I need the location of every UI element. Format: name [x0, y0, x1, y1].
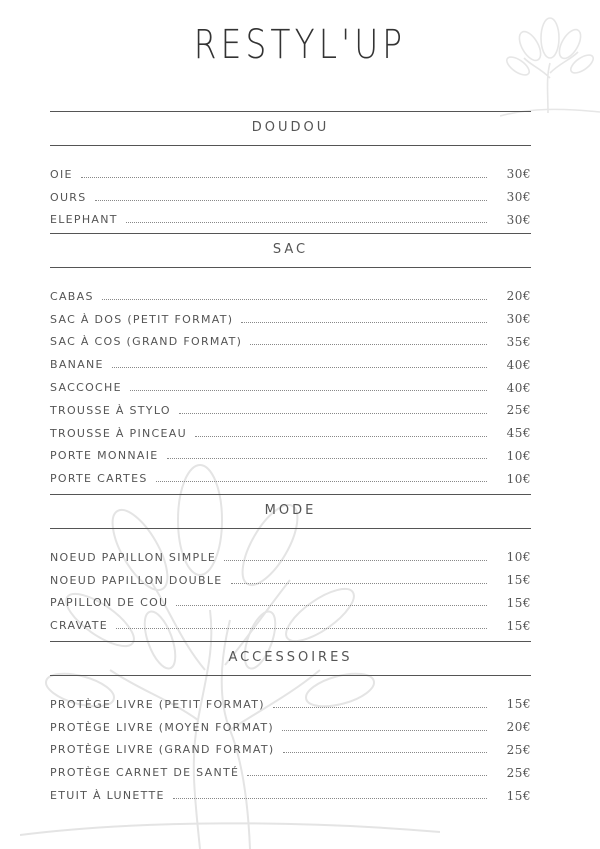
section-sac — [50, 233, 531, 490]
dotted-leader — [241, 322, 487, 323]
item-name: CRAVATE — [50, 619, 108, 633]
item-name: TROUSSE À STYLO — [50, 403, 171, 417]
item-name: PORTE CARTES — [50, 472, 148, 486]
section-mode — [50, 494, 531, 637]
item-name: PROTÈGE CARNET DE SANTÉ — [50, 766, 240, 780]
list-item — [50, 592, 531, 615]
dotted-leader — [126, 222, 487, 223]
item-name: SACCOCHE — [50, 381, 122, 395]
list-item — [50, 716, 531, 739]
item-name: NOEUD PAPILLON SIMPLE — [50, 550, 217, 564]
list-item — [50, 467, 531, 490]
dotted-leader — [247, 775, 487, 776]
item-name: NOEUD PAPILLON DOUBLE — [50, 573, 223, 587]
list-item — [50, 163, 531, 186]
list-item — [50, 376, 531, 399]
dotted-leader — [130, 390, 487, 391]
list-item — [50, 186, 531, 209]
item-price: 10€ — [506, 448, 531, 463]
list-item — [50, 546, 531, 569]
dotted-leader — [273, 707, 487, 708]
item-name: PROTÈGE LIVRE (MOYEN FORMAT) — [50, 720, 274, 734]
dotted-leader — [282, 730, 487, 731]
item-price: 25€ — [506, 742, 531, 757]
dotted-leader — [231, 583, 487, 584]
list-item — [50, 739, 531, 762]
item-price: 20€ — [506, 289, 531, 304]
item-price: 15€ — [506, 595, 531, 610]
list-item — [50, 693, 531, 716]
list-item — [50, 285, 531, 308]
item-price: 10€ — [506, 550, 531, 565]
list-item — [50, 353, 531, 376]
dotted-leader — [179, 413, 487, 414]
list-item — [50, 784, 531, 807]
item-price: 15€ — [506, 573, 531, 588]
item-price: 15€ — [506, 618, 531, 633]
dotted-leader — [173, 798, 487, 799]
item-name: PROTÈGE LIVRE (PETIT FORMAT) — [50, 697, 265, 711]
item-price: 10€ — [506, 471, 531, 486]
item-price: 15€ — [506, 697, 531, 712]
item-name: CABAS — [50, 289, 94, 303]
item-price: 25€ — [506, 403, 531, 418]
item-name: SAC À COS (GRAND FORMAT) — [50, 335, 243, 349]
section-heading: MODE — [50, 494, 531, 529]
section-heading: ACCESSOIRES — [50, 641, 531, 676]
item-name: PROTÈGE LIVRE (GRAND FORMAT) — [50, 743, 275, 757]
list-item — [50, 761, 531, 784]
item-price: 30€ — [506, 212, 531, 227]
item-price: 40€ — [506, 380, 531, 395]
item-name: ELEPHANT — [50, 213, 118, 227]
section-doudou — [50, 111, 531, 231]
dotted-leader — [250, 344, 487, 345]
item-price: 30€ — [506, 167, 531, 182]
dotted-leader — [116, 628, 487, 629]
item-price: 30€ — [506, 190, 531, 205]
list-item — [50, 422, 531, 445]
list-item — [50, 308, 531, 331]
item-price: 30€ — [506, 312, 531, 327]
dotted-leader — [224, 560, 487, 561]
dotted-leader — [156, 481, 487, 482]
section-heading: DOUDOU — [50, 111, 531, 146]
item-price: 25€ — [506, 765, 531, 780]
page-title: RESTYL'UP — [193, 22, 407, 68]
dotted-leader — [95, 200, 487, 201]
dotted-leader — [102, 299, 487, 300]
dotted-leader — [112, 367, 487, 368]
list-item — [50, 209, 531, 232]
section-accessoires — [50, 641, 531, 807]
item-price: 20€ — [506, 720, 531, 735]
dotted-leader — [81, 177, 487, 178]
list-item — [50, 614, 531, 637]
list-item — [50, 399, 531, 422]
dotted-leader — [195, 436, 487, 437]
item-name: PORTE MONNAIE — [50, 449, 159, 463]
item-name: OURS — [50, 190, 87, 204]
list-item — [50, 331, 531, 354]
list-item — [50, 445, 531, 468]
item-name: PAPILLON DE COU — [50, 596, 169, 610]
dotted-leader — [283, 752, 488, 753]
item-name: TROUSSE À PINCEAU — [50, 426, 187, 440]
item-name: BANANE — [50, 358, 104, 372]
item-price: 15€ — [506, 788, 531, 803]
section-heading: SAC — [50, 233, 531, 268]
dotted-leader — [167, 458, 487, 459]
item-price: 45€ — [506, 426, 531, 441]
item-name: SAC À DOS (PETIT FORMAT) — [50, 312, 234, 326]
dotted-leader — [176, 605, 487, 606]
item-price: 40€ — [506, 357, 531, 372]
list-item — [50, 569, 531, 592]
item-name: OIE — [50, 167, 73, 181]
item-name: ETUIT À LUNETTE — [50, 789, 165, 803]
item-price: 35€ — [506, 334, 531, 349]
